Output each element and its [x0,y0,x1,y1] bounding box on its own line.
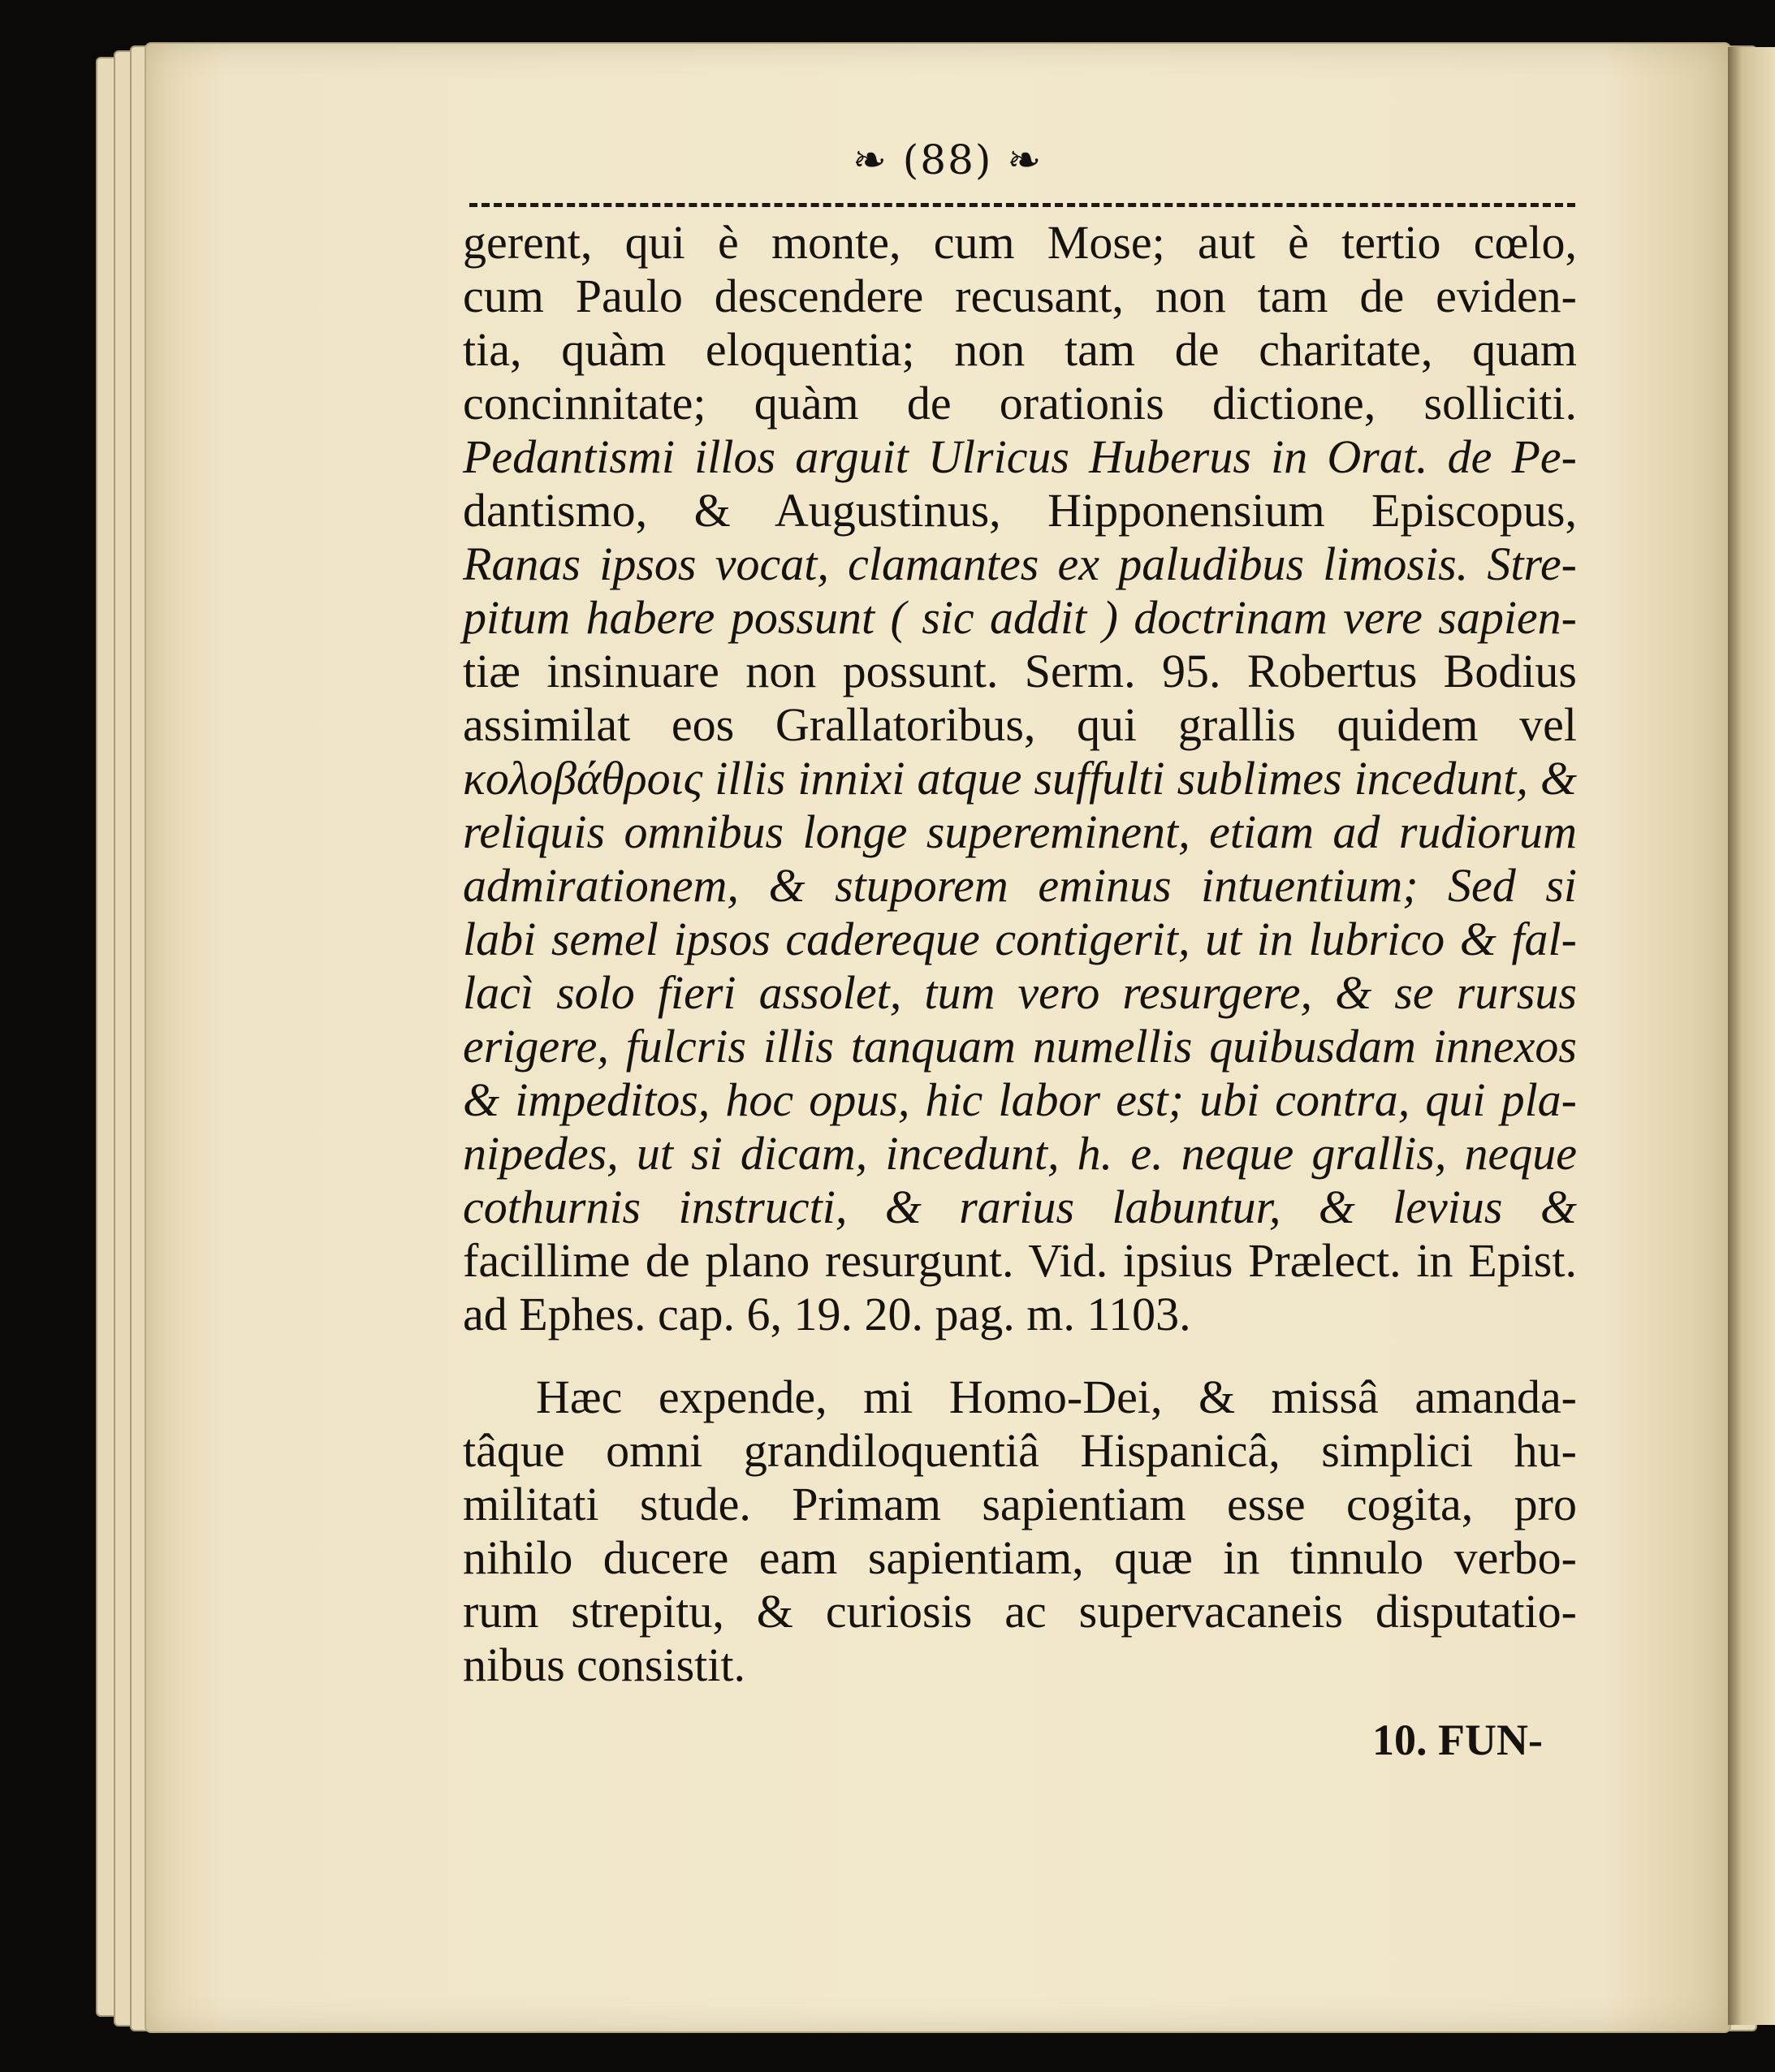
page-number: (88) [902,136,993,183]
text-line: militati stude. Primam sapientiam esse cogita, pro [463,1478,1577,1530]
text-line: rum strepitu, & curiosis ac supervacaneis disputatio- [463,1585,1577,1638]
text-line: cum Paulo descendere recusant, non tam de eviden- [463,270,1577,322]
text-line: cothurnis instructi, & rarius labuntur, & levius & [463,1181,1577,1233]
text-line: labi semel ipsos cadereque contigerit, ut in lubrico & fal- [463,913,1577,965]
paragraph-2 [463,1371,1577,1692]
text-line: dantismo, & Augustinus, Hipponensium Episcopus, [463,484,1577,537]
text-line: tâque omni grandiloquentiâ Hispanicâ, simplici hu- [463,1424,1577,1477]
text-line: nihilo ducere eam sapientiam, quæ in tinnulo verbo- [463,1531,1577,1584]
text-line: nibus consistit. [463,1638,746,1691]
page-header [853,136,1043,183]
text-line: nipedes, ut si dicam, incedunt, h. e. neque grallis, neque [463,1127,1577,1180]
text-line: Hæc expende, mi Homo-Dei, & missâ amanda- [536,1371,1577,1423]
book-gutter [1728,47,1775,2025]
text-line: assimilat eos Grallatoribus, qui grallis quidem vel [463,698,1577,751]
text-line: gerent, qui è monte, cum Mose; aut è tertio cœlo, [463,216,1577,269]
header-rule [469,203,1575,207]
text-line: Ranas ipsos vocat, clamantes ex paludibus limosis. Stre- [463,537,1577,590]
catchword: 10. FUN- [1372,1716,1543,1764]
text-line: tia, quàm eloquentia; non tam de charitate, quam [463,323,1577,376]
ornament-left: ❧ [853,136,903,183]
ornament-right: ❧ [992,136,1043,183]
text-line: Pedantismi illos arguit Ulricus Huberus in Orat. de Pe- [463,430,1577,483]
text-line: tiæ insinuare non possunt. Serm. 95. Robertus Bodius [463,645,1577,697]
text-line: erigere, fulcris illis tanquam numellis quibusdam innexos [463,1020,1577,1073]
text-line: & impeditos, hoc opus, hic labor est; ubi contra, qui pla- [463,1073,1577,1126]
text-line: κολοβάθροις illis innixi atque suffulti sublimes incedunt, & [463,752,1577,805]
text-line: ad Ephes. cap. 6, 19. 20. pag. m. 1103. [463,1288,1191,1340]
text-line: pitum habere possunt ( sic addit ) doctrinam vere sapien- [463,591,1577,644]
paragraph-1 [463,216,1577,1341]
text-line: lacì solo fieri assolet, tum vero resurgere, & se rursus [463,966,1577,1019]
text-line: facillime de plano resurgunt. Vid. ipsius Prælect. in Epist. [463,1234,1577,1287]
text-line: reliquis omnibus longe supereminent, etiam ad rudiorum [463,805,1577,858]
text-line: admirationem, & stuporem eminus intuentium; Sed si [463,859,1577,912]
text-line: concinnitate; quàm de orationis dictione, solliciti. [463,377,1577,430]
